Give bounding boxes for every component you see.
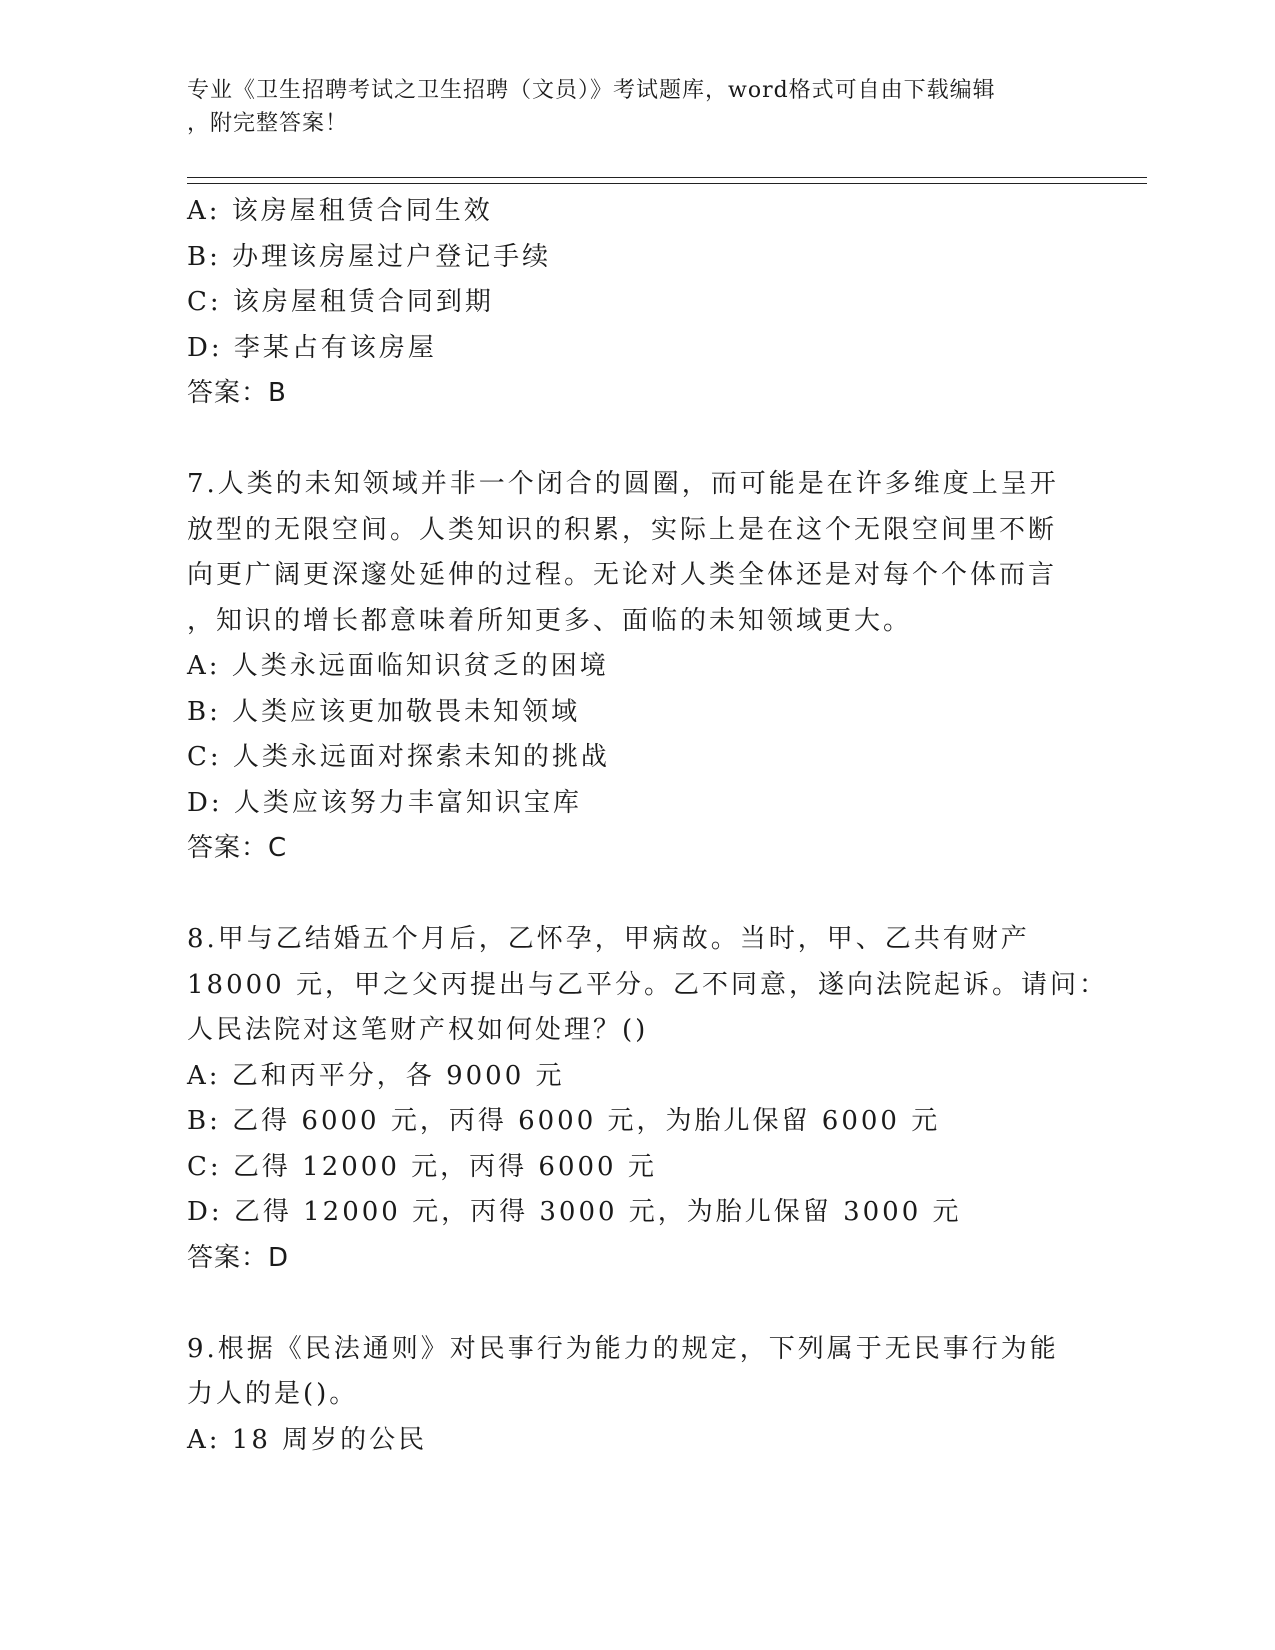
answer-line: 答案：B: [187, 378, 287, 408]
question-text-line: 18000 元，甲之父丙提出与乙平分。乙不同意，遂向法院起诉。请问：: [187, 969, 1108, 1000]
header-line-1: 专业《卫生招聘考试之卫生招聘（文员）》考试题库，word格式可自由下载编辑: [187, 78, 996, 103]
question-text: [187, 462, 1067, 644]
answer-line: 答案：C: [187, 833, 288, 863]
spacer: [187, 872, 1067, 918]
header-line-2: ，附完整答案！: [187, 111, 349, 136]
question-text-line: 8.甲与乙结婚五个月后，乙怀孕，甲病故。当时，甲、乙共有财产: [187, 924, 1030, 954]
option-d: D: 李某占有该房屋: [187, 332, 437, 363]
spacer: [187, 1281, 1067, 1327]
question-8: [187, 917, 1108, 1281]
question-text-line: 人民法院对这笔财产权如何处理？(): [187, 1015, 649, 1045]
answer-line: 答案：D: [187, 1242, 290, 1273]
option-b: B: 办理该房屋过户登记手续: [187, 241, 552, 272]
spacer: [187, 417, 1067, 463]
option-b: B: 人类应该更加敬畏未知领域: [187, 696, 581, 727]
question-text: [187, 1327, 1067, 1418]
option-a: A: 18 周岁的公民: [187, 1424, 428, 1455]
question-text: [187, 917, 1108, 1054]
question-prev: [187, 189, 1067, 417]
option-c: C: 乙得 12000 元，丙得 6000 元: [187, 1151, 657, 1182]
header-divider-top: [187, 177, 1147, 178]
question-text-line: 7.人类的未知领域并非一个闭合的圆圈，而可能是在许多维度上呈开: [187, 469, 1059, 499]
option-c: C: 人类永远面对探索未知的挑战: [187, 742, 610, 772]
question-text-line: ，知识的增长都意味着所知更多、面临的未知领域更大。: [187, 605, 913, 636]
question-list: [187, 189, 1108, 1463]
header-divider-bottom: [187, 183, 1147, 184]
option-a: A: 乙和丙平分，各 9000 元: [187, 1060, 565, 1091]
question-text-line: 力人的是()。: [187, 1379, 359, 1409]
option-c: C: 该房屋租赁合同到期: [187, 287, 494, 317]
option-d: D: 人类应该努力丰富知识宝库: [187, 787, 582, 818]
question-text-line: 放型的无限空间。人类知识的积累，实际上是在这个无限空间里不断: [187, 514, 1058, 545]
question-text-line: 向更广阔更深邃处延伸的过程。无论对人类全体还是对每个个体而言: [187, 560, 1058, 590]
question-7: [187, 462, 1067, 872]
option-a: A: 人类永远面临知识贫乏的困境: [187, 651, 609, 681]
page-header: [187, 74, 1067, 140]
option-b: B: 乙得 6000 元，丙得 6000 元，为胎儿保留 6000 元: [187, 1106, 941, 1136]
option-a: A: 该房屋租赁合同生效: [187, 196, 493, 226]
question-text-line: 9.根据《民法通则》对民事行为能力的规定，下列属于无民事行为能: [187, 1333, 1059, 1364]
option-d: D: 乙得 12000 元，丙得 3000 元，为胎儿保留 3000 元: [187, 1197, 962, 1227]
question-9: [187, 1327, 1067, 1464]
